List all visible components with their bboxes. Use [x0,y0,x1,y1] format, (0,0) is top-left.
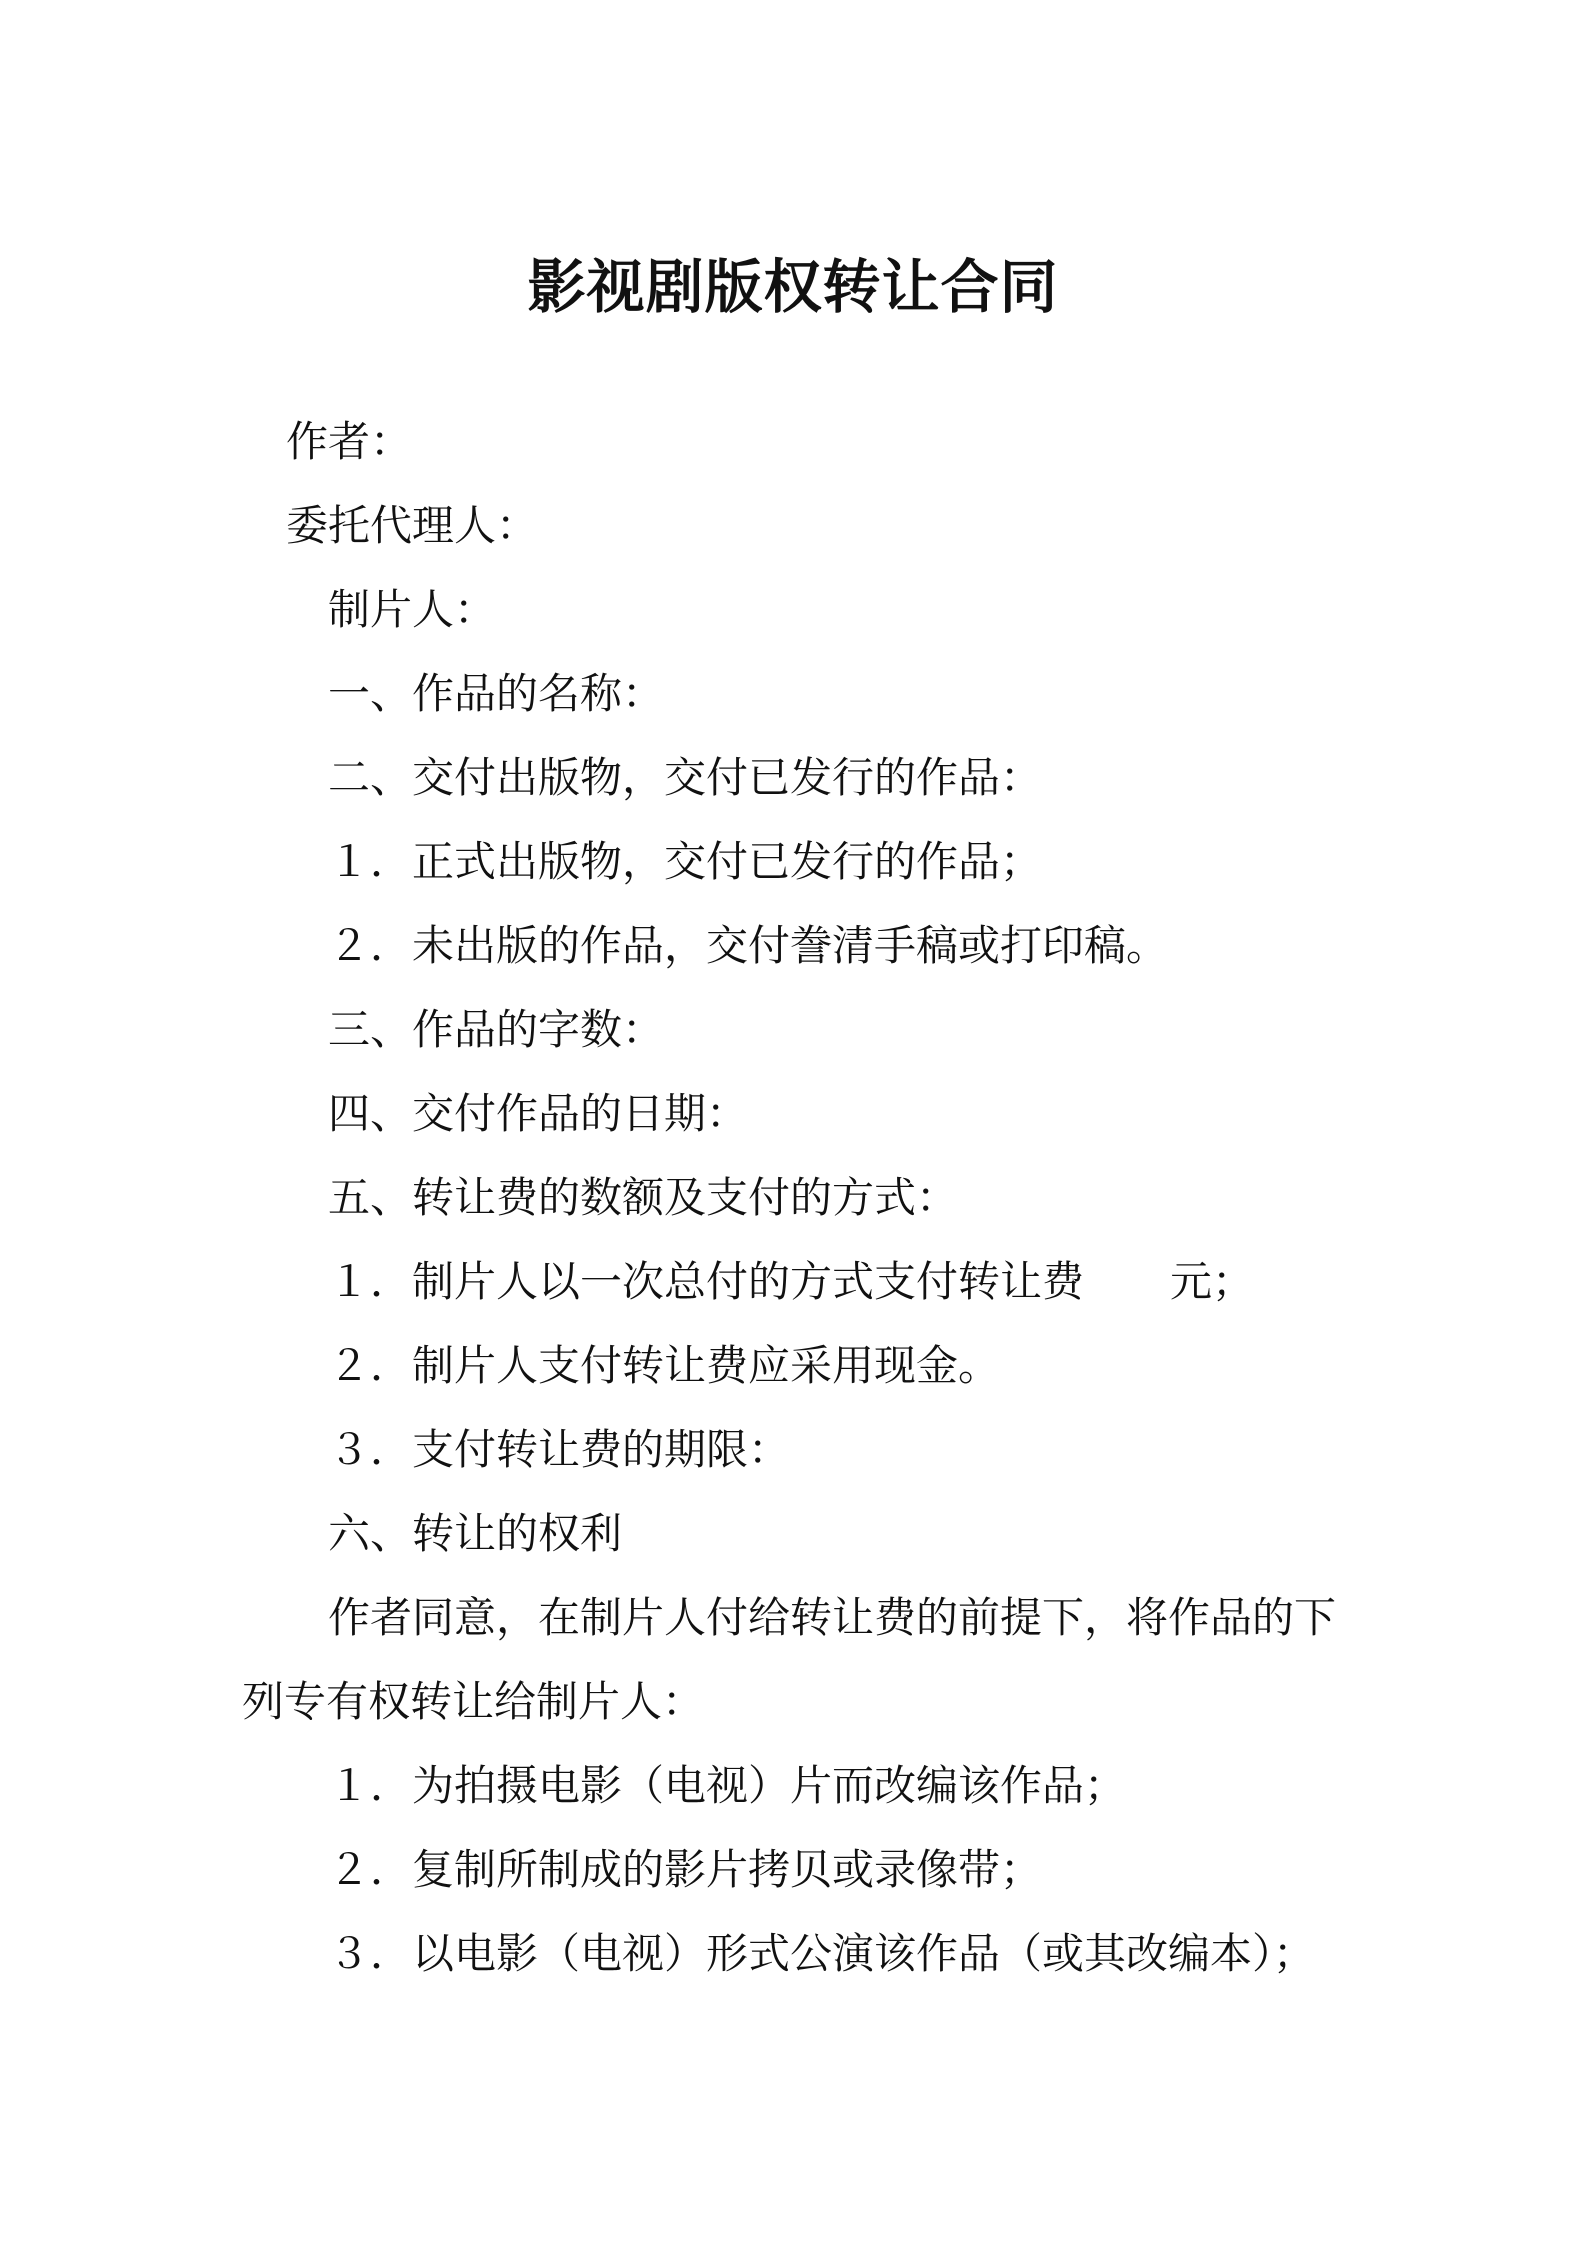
section-6-paragraph-line-1: 作者同意，在制片人付给转让费的前提下，将作品的下 [328,1593,1337,1642]
fee-text-before: １．制片人以一次总付的方式支付转让费 [328,1257,1085,1306]
section-4-delivery-date: 四、交付作品的日期： [328,1089,749,1138]
document-title: 影视剧版权转让合同 [527,253,1059,321]
section-2-item-2: ２．未出版的作品，交付誊清手稿或打印稿。 [328,921,1169,970]
section-2-delivery: 二、交付出版物，交付已发行的作品： [328,753,1043,802]
agent-line: 委托代理人： [286,501,539,550]
section-6-item-3: ３．以电影（电视）形式公演该作品（或其改编本）； [328,1929,1316,1978]
section-5-fee: 五、转让费的数额及支付的方式： [328,1173,959,1222]
section-6-item-1: １．为拍摄电影（电视）片而改编该作品； [328,1761,1127,1810]
section-6-item-2: ２．复制所制成的影片拷贝或录像带； [328,1845,1043,1894]
section-5-item-2: ２．制片人支付转让费应采用现金。 [328,1341,1001,1390]
section-6-rights: 六、转让的权利 [328,1509,623,1558]
section-5-item-3: ３．支付转让费的期限： [328,1425,791,1474]
fee-text-after: 元； [1170,1257,1255,1306]
section-5-item-1 [328,1254,1254,1310]
section-2-item-1: １．正式出版物，交付已发行的作品； [328,837,1043,886]
section-1-work-name: 一、作品的名称： [328,669,665,718]
producer-line: 制片人： [328,585,497,634]
section-6-paragraph-line-2: 列专有权转让给制片人： [242,1677,705,1726]
section-3-word-count: 三、作品的字数： [328,1005,665,1054]
author-line: 作者： [286,417,413,466]
